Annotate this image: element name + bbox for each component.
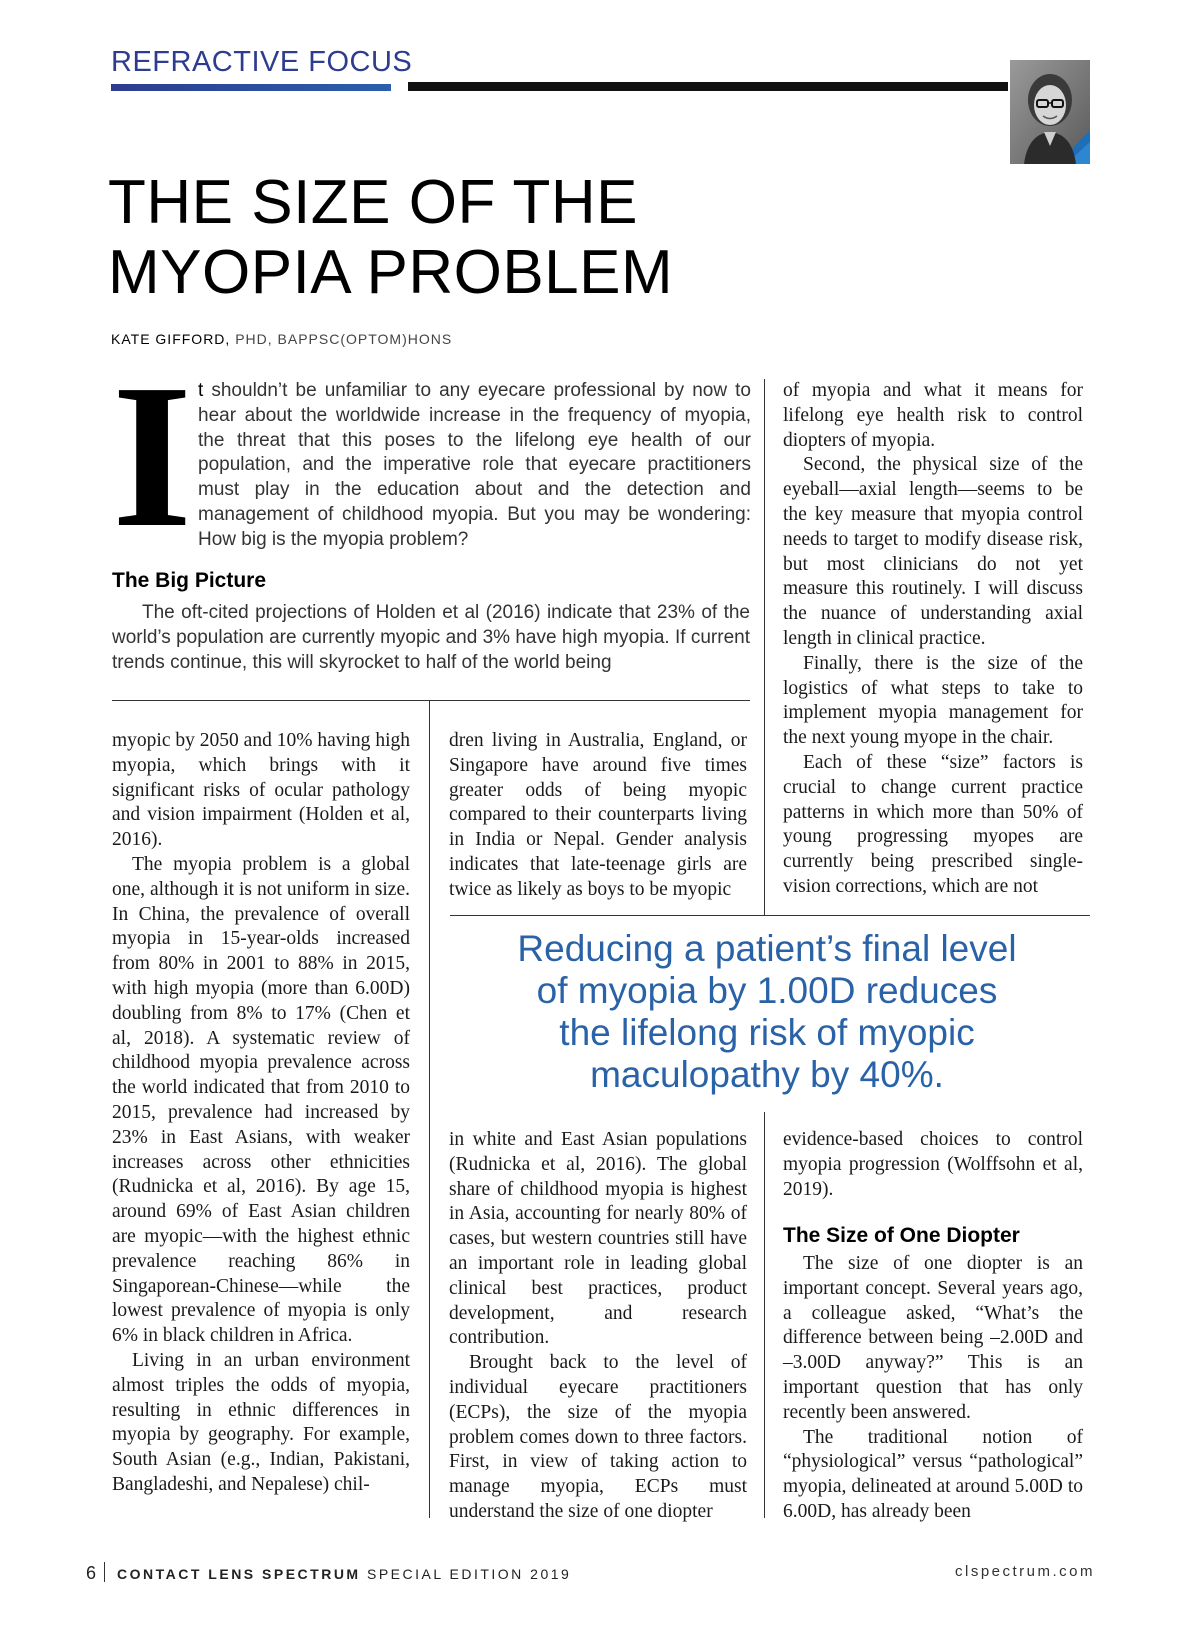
author-headshot-icon [1010, 60, 1090, 164]
col3-bottom-paragraph-2: The size of one diopter is an important concept. Several years ago, a colleague asked, “What’s the difference between being –2.00D and –3.00D anyway?” This is an important question that has only recently been answered. [783, 1253, 1083, 1423]
column-3-top [783, 379, 1083, 900]
article-title [108, 168, 673, 308]
drop-cap: I [112, 341, 193, 570]
top-rule [408, 82, 1008, 91]
col3-bottom-paragraph-1: evidence-based choices to control myopia progression (Wolffsohn et al, 2019). [783, 1129, 1083, 1200]
title-line-1: THE SIZE OF THE [108, 168, 638, 237]
column-rule-left [429, 700, 430, 1518]
column-3-bottom-continued [783, 1252, 1083, 1525]
column-2-bottom [449, 1128, 747, 1525]
big-picture-paragraph: The oft-cited projections of Holden et al (2016) indicate that 23% of the world’s population are currently myopic and 3% have high myopia. If current trends continue, this will skyrocket to half of the world being [112, 602, 750, 673]
col3-top-paragraph-3: Finally, there is the size of the logistics of what steps to take to implement myopia management for the next young myope in the chair. [783, 652, 1083, 749]
author-credentials: PHD, BAPPSC(OPTOM)HONS [230, 331, 453, 347]
col1-paragraph-3: Living in an urban environment almost triples the odds of myopia, resulting in ethnic differences in myopia by geography. For example, South Asian (e.g., Indian, Pakistani, Bangladeshi, and Nepalese) chil- [112, 1349, 410, 1495]
pull-quote-line-4: maculopathy by 40%. [590, 1054, 944, 1095]
author-name: KATE GIFFORD, [111, 331, 231, 347]
section-label: REFRACTIVE FOCUS [111, 46, 413, 78]
intro-text: shouldn’t be unfamiliar to any eyecare professional by now to hear about the worldwide increase in the frequency of myopia, the threat that this poses to the lifelong eye health of our population, and the imperative role that eyecare practitioners must play in the education about and the detection and management of childhood myopia. But you may be wondering: How big is the myopia problem? [198, 380, 751, 550]
website-link[interactable]: clspectrum.com [955, 1563, 1096, 1580]
col3-bottom-paragraph-3: The traditional notion of “physiological” versus “pathological” myopia, delineated at around 5.00D to 6.00D, has already been [783, 1426, 1083, 1522]
column-2-top [449, 729, 747, 903]
col2-bottom-paragraph-1: in white and East Asian populations (Rudnicka et al, 2016). The global share of childhood myopia is highest in Asia, accounting for nearly 80% of cases, but western countries still have an important role in leading global clinical best practices, product development, and research contribution. [449, 1129, 747, 1349]
pull-quote-line-3: the lifelong risk of myopic [559, 1012, 975, 1053]
pull-quote [450, 928, 1084, 1096]
intro-paragraph [198, 379, 751, 553]
pull-quote-line-1: Reducing a patient’s final level [517, 928, 1017, 969]
footer-left [86, 1562, 571, 1584]
column-rule-right-bottom [764, 1112, 765, 1518]
col3-top-paragraph-2: Second, the physical size of the eyeball—axial length—seems to be the key measure that myopia control needs to target to modify disease risk, but most clinicians do not yet measure this routinely. I will discuss the nuance of understanding axial length in clinical practice. [783, 454, 1083, 649]
column-3-bottom [783, 1128, 1083, 1202]
subhead-one-diopter: The Size of One Diopter [783, 1224, 1020, 1247]
rule-below-intro [112, 700, 750, 701]
col1-paragraph-2: The myopia problem is a global one, although it is not uniform in size. In China, the prevalence of overall myopia in 15-year-olds increased from 80% in 2001 to 88% in 2015, with high myopia (more than 6.00D) doubling from 8% to 17% (Chen et al, 2018). A systematic review of childhood myopia prevalence across the world indicated that from 2010 to 2015, prevalence had increased by 23% in East Asians, with weaker increases across other ethnicities (Rudnicka et al, 2016). By age 15, around 69% of East Asian children are myopic—with the highest ethnic prevalence reaching 86% in Singaporean-Chinese—while the lowest prevalence of myopia is only 6% in black children in Africa. [112, 853, 410, 1347]
subhead-big-picture: The Big Picture [112, 569, 267, 592]
col1-paragraph-1: myopic by 2050 and 10% having high myopia, which brings with it significant risks of ocular pathology and vision impairment (Holden et al, 2016). [112, 730, 410, 851]
col3-top-paragraph-4: Each of these “size” factors is crucial to change current practice patterns in which more than 50% of young progressing myopes are currently being prescribed single-vision corrections, which are not [783, 751, 1083, 897]
magazine-name: CONTACT LENS SPECTRUM [117, 1566, 361, 1582]
rule-above-pullquote [450, 915, 1090, 916]
column-rule-right-top [764, 379, 765, 915]
column-1 [112, 729, 410, 1498]
col3-top-paragraph-1: of myopia and what it means for lifelong eye health risk to control diopters of myopia. [783, 380, 1083, 451]
page-number: 6 [86, 1563, 97, 1583]
footer-divider [104, 1562, 105, 1582]
col2-bottom-paragraph-2: Brought back to the level of individual eyecare practitioners (ECPs), the size of the myopia problem comes down to three factors. First, in view of taking action to manage myopia, ECPs must understand the size of one diopter [449, 1352, 747, 1522]
pull-quote-line-2: of myopia by 1.00D reduces [536, 970, 998, 1011]
col2-top-paragraph: dren living in Australia, England, or Singapore have around five times greater odds of being myopic compared to their counterparts living in India or Nepal. Gender analysis indicates that late-teenage girls are twice as likely as boys to be myopic [449, 730, 747, 900]
edition-label: SPECIAL EDITION 2019 [360, 1566, 572, 1582]
title-line-2: MYOPIA PROBLEM [108, 238, 674, 307]
section-underline [111, 84, 391, 91]
intro-lead: t [198, 380, 204, 401]
